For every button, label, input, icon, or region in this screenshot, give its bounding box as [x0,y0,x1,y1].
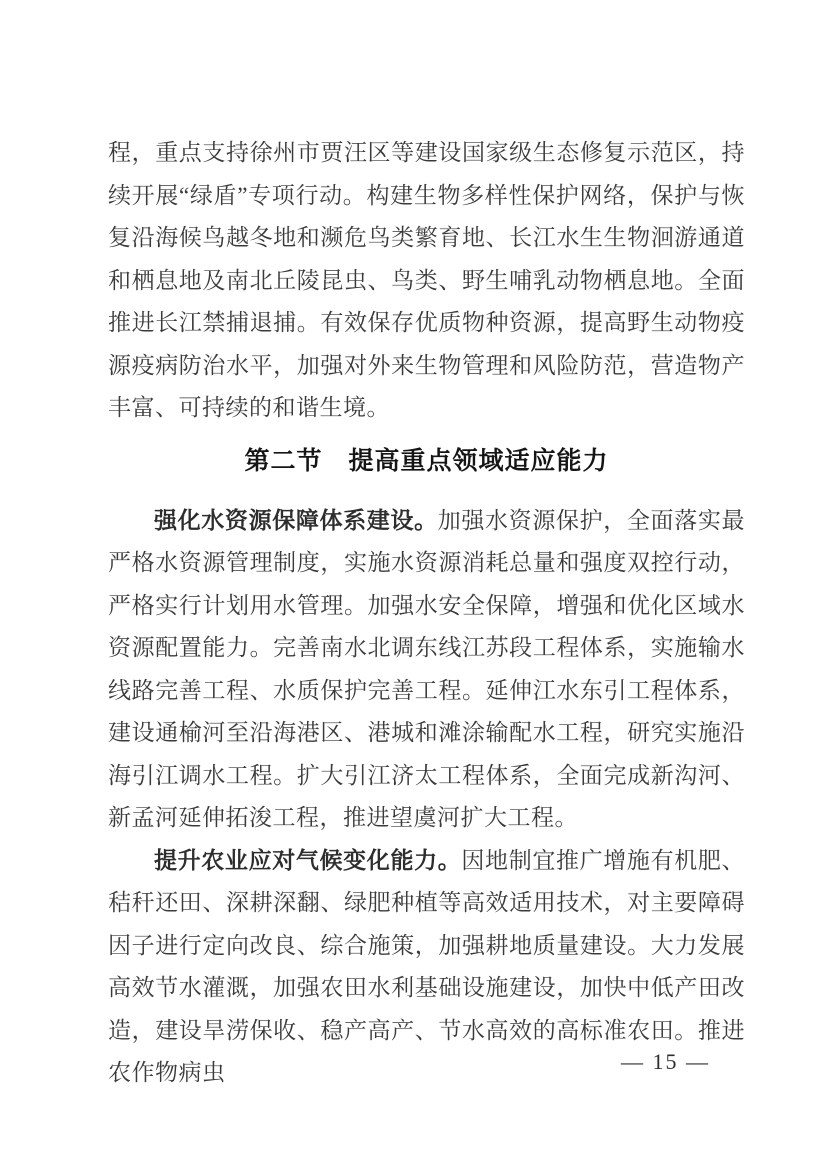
paragraph-water-resources [108,500,745,840]
paragraph-water-resources-lead: 强化水资源保障体系建设。 [154,507,438,533]
paragraph-water-resources-body: 加强水资源保护，全面落实最严格水资源管理制度，实施水资源消耗总量和强度双控行动，严格实行计划用水管理。加强水安全保障，增强和优化区域水资源配置能力。完善南水北调东线江苏段工程体系，实施输水线路完善工程、水质保护完善工程。延伸江水东引工程体系，建设通榆河至沿海港区、港城和滩涂输配水工程，研究实施沿海引江调水工程。扩大引江济太工程体系，全面完成新沟河、新孟河延伸拓浚工程，推进望虞河扩大工程。 [108,507,746,830]
text-block [108,132,745,1095]
paragraph-agriculture-body: 因地制宜推广增施有机肥、秸秆还田、深耕深翻、绿肥种植等高效适用技术，对主要障碍因子进行定向改良、综合施策，加强耕地质量建设。大力发展高效节水灌溉，加强农田水利基础设施建设，加快中低产田改造，建设旱涝保收、稳产高产、节水高效的高标准农田。推进农作物病虫 [108,847,746,1085]
paragraph-agriculture-lead: 提升农业应对气候变化能力。 [154,847,462,873]
page-number: — 15 — [621,1049,710,1074]
section-heading: 第二节 提高重点领域适应能力 [244,446,609,475]
paragraph-continuation: 程，重点支持徐州市贾汪区等建设国家级生态修复示范区，持续开展“绿盾”专项行动。构建生物多样性保护网络，保护与恢复沿海候鸟越冬地和濒危鸟类繁育地、长江水生生物洄游通道和栖息地及南北丘陵昆虫、鸟类、野生哺乳动物栖息地。全面推进长江禁捕退捕。有效保存优质物种资源，提高野生动物疫源疫病防治水平，加强对外来生物管理和风险防范，营造物产丰富、可持续的和谐生境。 [108,140,745,420]
